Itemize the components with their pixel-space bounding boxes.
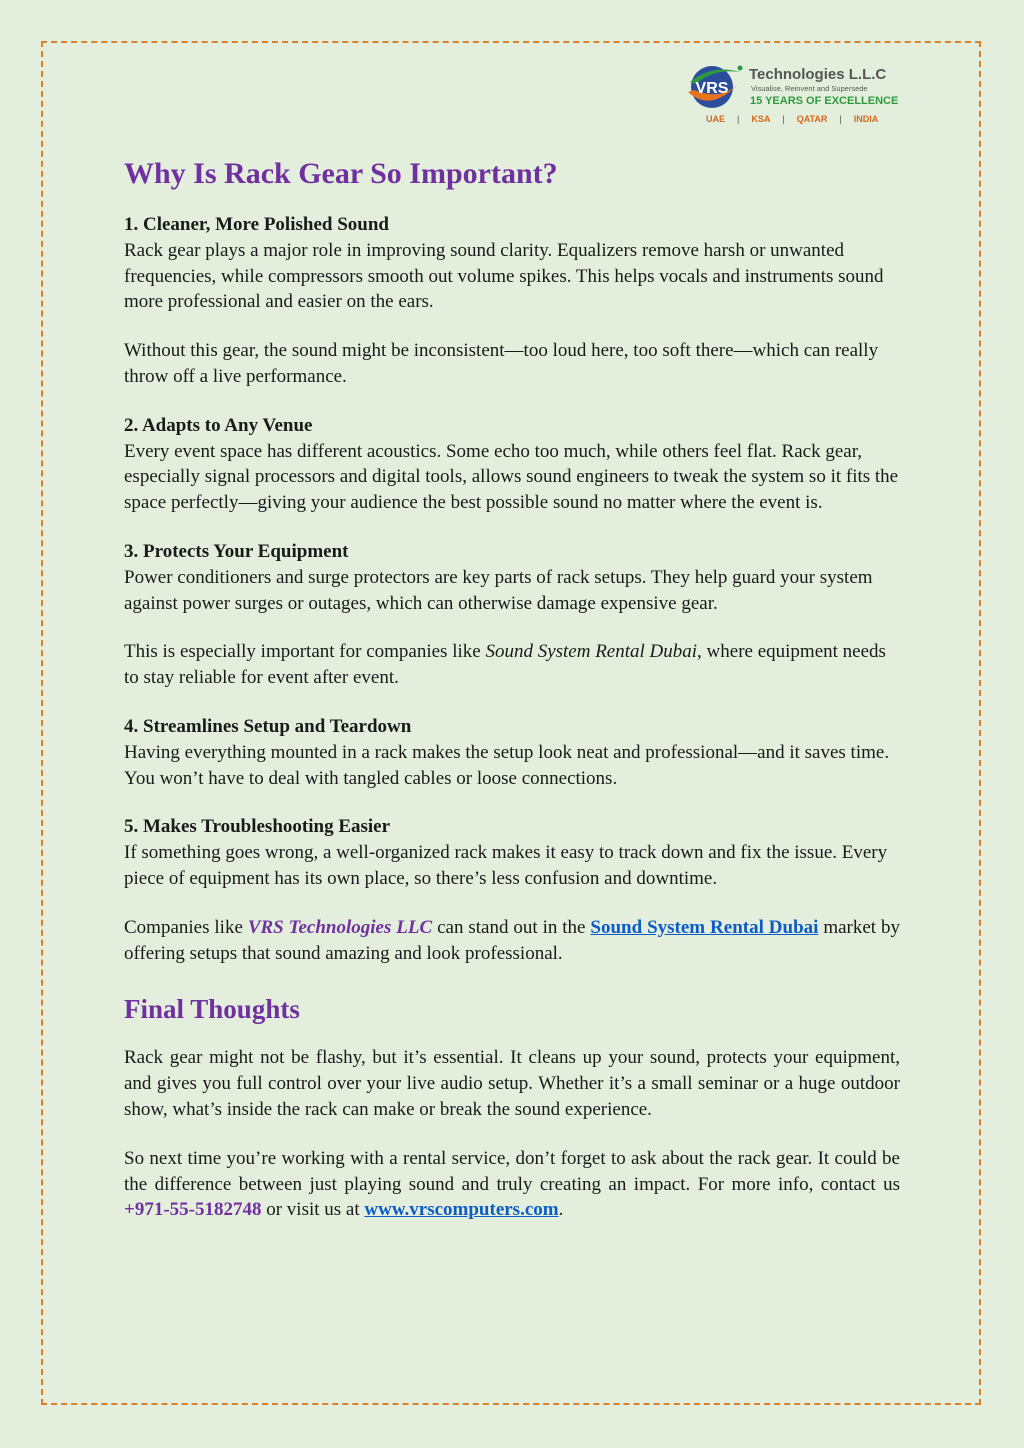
region-uae: UAE [706, 114, 726, 124]
section-3 [124, 539, 900, 616]
companies-middle: can stand out in the [432, 916, 591, 938]
section-1-text: Rack gear plays a major role in improving sound clarity. Equalizers remove harsh or unwanted frequencies, while compressors smooth out volume spikes. This helps vocals and instruments sound more professional and easier on the ears. [124, 239, 884, 313]
final-p2-before: So next time you’re working with a rental service, don’t forget to ask about the rack gear. It could be the difference between just playing sound and truly creating an impact. For more info, contact us [124, 1147, 900, 1195]
special-before: This is especially important for companies like [124, 641, 486, 663]
contact-phone: +971-55-5182748 [124, 1199, 262, 1221]
final-p2-middle: or visit us at [261, 1199, 365, 1221]
section-3-heading: 3. Protects Your Equipment [124, 540, 349, 562]
section-2 [124, 413, 900, 516]
final-thoughts-heading: Final Thoughts [124, 994, 300, 1025]
website-link[interactable]: www.vrscomputers.com [364, 1199, 559, 1221]
section-5 [124, 814, 900, 891]
section-4-heading: 4. Streamlines Setup and Teardown [124, 715, 412, 737]
special-after: , where equipment needs to stay reliable for event after event. [124, 641, 886, 689]
sound-system-rental-link[interactable]: Sound System Rental Dubai [590, 916, 819, 938]
section-2-heading: 2. Adapts to Any Venue [124, 414, 313, 436]
logo-mark: VRS [695, 80, 729, 97]
logo-tagline: Visualise, Reinvent and Supersede [751, 84, 868, 93]
company-logo [684, 62, 904, 130]
logo-years: 15 YEARS OF EXCELLENCE [750, 95, 899, 107]
companies-before: Companies like [124, 916, 248, 938]
region-qatar: QATAR [796, 114, 828, 124]
section-5-text: If something goes wrong, a well-organized rack makes it easy to track down and fix the issue. Every piece of equipment has its own place, so there’s less confusion and downtime. [124, 842, 888, 889]
special-emphasis: Sound System Rental Dubai [485, 641, 698, 663]
section-1-followup: Without this gear, the sound might be inconsistent—too loud here, too soft there—which can really throw off a live performance. [124, 340, 879, 387]
final-paragraph-1: Rack gear might not be flashy, but it’s essential. It cleans up your sound, protects your equipment, and gives you full control over your live audio setup. Whether it’s a small seminar or a huge outdoor show, what’s inside the rack can make or break the sound experience. [124, 1047, 900, 1120]
section-3-followup [124, 639, 900, 691]
companies-brand: VRS Technologies LLC [247, 916, 433, 938]
section-2-text: Every event space has different acoustics. Some echo too much, while others feel flat. Rack gear, especially signal processors and digital tools, allows sound engineers to tweak the system so it fits the space perfectly—giving your audience the best possible sound no matter where the event is. [124, 440, 899, 514]
logo-regions: UAE | KSA | QATAR | INDIA [706, 114, 879, 124]
section-1-heading: 1. Cleaner, More Polished Sound [124, 214, 389, 235]
section-5-heading: 5. Makes Troubleshooting Easier [124, 816, 391, 838]
section-1 [124, 212, 900, 315]
final-paragraph-2 [124, 1146, 900, 1223]
region-ksa: KSA [751, 114, 771, 124]
vrs-globe-icon [684, 62, 746, 112]
section-3-text: Power conditioners and surge protectors are key parts of rack setups. They help guard your system against power surges or outages, which can otherwise damage expensive gear. [124, 566, 873, 614]
page-title: Why Is Rack Gear So Important? [124, 157, 558, 190]
companies-paragraph [124, 915, 900, 967]
final-p2-after: . [558, 1199, 564, 1221]
section-4 [124, 714, 900, 791]
section-4-text: Having everything mounted in a rack makes the setup look neat and professional—and it saves time. You won’t have to deal with tangled cables or loose connections. [124, 741, 890, 789]
companies-after: market by offering setups that sound amazing and look professional. [124, 916, 900, 964]
region-india: INDIA [853, 114, 879, 124]
article-body [124, 152, 900, 1246]
logo-brand: Technologies L.L.C [749, 66, 887, 83]
